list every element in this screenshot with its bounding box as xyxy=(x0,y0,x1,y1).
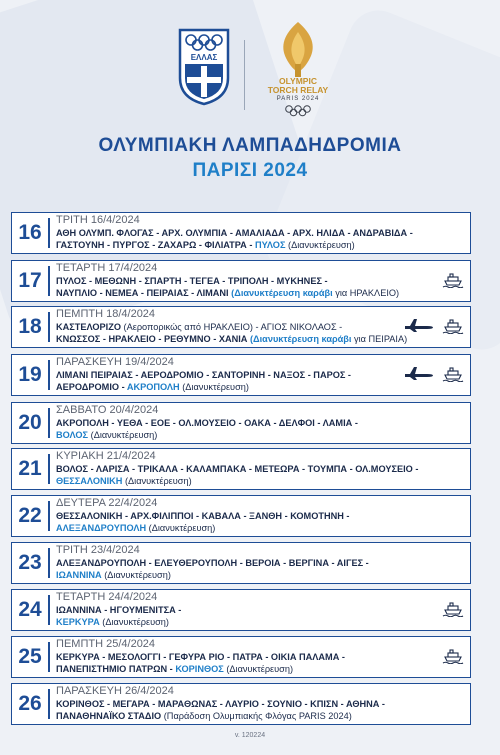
olympic-rings-icon xyxy=(283,105,313,117)
header-logos xyxy=(0,20,500,110)
day-date: ΤΕΤΑΡΤΗ 17/4/2024 xyxy=(56,262,158,274)
day-number-divider xyxy=(48,218,50,248)
route-note: (Διανυκτέρευση) xyxy=(146,523,216,533)
route-text: ΝΑΥΠΛΙΟ - ΝΕΜΕΑ - ΠΕΙΡΑΙΑΣ - ΛΙΜΑΝΙ xyxy=(56,288,232,298)
day-number: 16 xyxy=(18,221,42,244)
route-text: ΘΕΣΣΑΛΟΝΙΚΗ - ΑΡΧ.ΦΙΛΙΠΠΟΙ - ΚΑΒΑΛΑ - ΞΑΝΘΗ - ΚΟΜΟΤΗΝΗ - xyxy=(56,511,350,521)
route-text: ΚΝΩΣΣΟΣ - ΗΡΑΚΛΕΙΟ - ΡΕΘΥΜΝΟ - ΧΑΝΙΑ xyxy=(56,334,250,344)
route-text: ΑΘΗ ΟΛΥΜΠ. ΦΛΟΓΑΣ - ΑΡΧ. ΟΛΥΜΠΙΑ - ΑΜΑΛΙΑΔΑ - ΑΡΧ. ΗΛΙΔΑ - ΑΝΔΡΑΒΙΔΑ - xyxy=(56,228,413,238)
day-number-divider xyxy=(48,454,50,484)
route-line-1 xyxy=(56,228,413,238)
route-note: (Διανυκτέρευση) xyxy=(99,617,169,627)
day-number-divider xyxy=(48,548,50,578)
route-highlight: ΚΟΡΙΝΘΟΣ xyxy=(175,664,224,674)
day-date: ΤΡΙΤΗ 16/4/2024 xyxy=(56,214,140,226)
route-note: για ΗΡΑΚΛΕΙΟ) xyxy=(332,288,400,298)
route-text: ΚΟΡΙΝΘΟΣ - ΜΕΓΑΡΑ - ΜΑΡΑΘΩΝΑΣ - ΛΑΥΡΙΟ - ΣΟΥΝΙΟ - ΚΠΙΣΝ - ΑΘΗΝΑ - xyxy=(56,699,385,709)
day-card xyxy=(11,683,471,725)
route-text: ΑΛΕΞΑΝΔΡΟΥΠΟΛΗ - ΕΛΕΥΘΕΡΟΥΠΟΛΗ - ΒΕΡΟΙΑ - ΒΕΡΓΙΝΑ - ΑΙΓΕΣ - xyxy=(56,558,369,568)
route-highlight: ΑΛΕΞΑΝΔΡΟΥΠΟΛΗ xyxy=(56,523,147,533)
route-highlight: ΘΕΣΣΑΛΟΝΙΚΗ xyxy=(56,476,123,486)
route-note: (Παράδοση Ολυμπιακής Φλόγας PARIS 2024) xyxy=(163,711,352,721)
route-note: για ΠΕΙΡΑΙΑ) xyxy=(351,334,408,344)
route-line-2 xyxy=(56,476,192,486)
route-note: (Διανυκτέρευση) xyxy=(101,570,171,580)
day-number-divider xyxy=(48,642,50,672)
route-note: (Διανυκτέρευση) xyxy=(223,664,294,674)
route-highlight: ΑΚΡΟΠΟΛΗ xyxy=(126,382,180,392)
day-number: 26 xyxy=(18,692,42,715)
route-highlight: ΒΟΛΟΣ xyxy=(56,430,89,440)
route-line-2 xyxy=(56,240,355,250)
route-line-1 xyxy=(56,322,342,332)
plane-icon xyxy=(404,367,434,386)
day-number: 22 xyxy=(18,504,42,527)
route-text: ΚΑΣΤΕΛΟΡΙΖΟ xyxy=(56,322,121,332)
day-number: 17 xyxy=(18,269,42,292)
route-line-2 xyxy=(56,288,399,298)
route-note: (Διανυκτέρευση) xyxy=(179,382,249,392)
torch-flame-icon xyxy=(258,20,338,78)
day-number: 18 xyxy=(18,315,42,338)
day-date: ΤΕΤΑΡΤΗ 24/4/2024 xyxy=(56,591,158,603)
route-line-2 xyxy=(56,382,249,392)
route-line-1 xyxy=(56,370,351,380)
ship-icon xyxy=(442,648,464,669)
route-highlight: (Διανυκτέρευση καράβι xyxy=(249,334,352,344)
day-card xyxy=(11,212,471,254)
day-date: ΣΑΒΒΑΤΟ 20/4/2024 xyxy=(56,404,159,416)
route-note: (Αεροπορικώς από ΗΡΑΚΛΕΙΟ) - ΑΓΙΟΣ ΝΙΚΟΛΑΟΣ - xyxy=(121,322,343,332)
torch-line1: OLYMPIC xyxy=(279,76,317,86)
route-line-2 xyxy=(56,570,171,580)
day-date: ΠΑΡΑΣΚΕΥΗ 26/4/2024 xyxy=(56,685,174,697)
logo-divider xyxy=(244,40,245,110)
day-number: 25 xyxy=(18,645,42,668)
day-card xyxy=(11,402,471,444)
day-number-divider xyxy=(48,312,50,342)
route-line-1 xyxy=(56,605,181,615)
route-line-1 xyxy=(56,652,345,662)
page-subtitle: ΠΑΡΙΣΙ 2024 xyxy=(192,160,308,181)
ship-icon xyxy=(442,601,464,622)
route-text: ΚΕΡΚΥΡΑ - ΜΕΣΟΛΟΓΓΙ - ΓΕΦΥΡΑ ΡΙΟ - ΠΑΤΡΑ - ΟΙΚΙΑ ΠΑΛΑΜΑ - xyxy=(56,652,345,662)
route-text: ΓΑΣΤΟΥΝΗ - ΠΥΡΓΟΣ - ΖΑΧΑΡΩ - ΦΙΛΙΑΤΡΑ - xyxy=(56,240,255,250)
route-note: (Διανυκτέρευση) xyxy=(88,430,158,440)
transport-icons xyxy=(442,598,464,624)
ship-icon xyxy=(442,272,464,293)
transport-icons xyxy=(442,269,464,295)
day-card xyxy=(11,354,471,396)
route-line-2 xyxy=(56,523,215,533)
route-highlight: ΠΥΛΟΣ xyxy=(254,240,286,250)
day-number: 20 xyxy=(18,411,42,434)
route-line-2 xyxy=(56,664,293,674)
route-highlight: ΚΕΡΚΥΡΑ xyxy=(56,617,100,627)
day-number: 24 xyxy=(18,598,42,621)
route-note: (Διανυκτέρευση) xyxy=(285,240,355,250)
route-text: ΑΕΡΟΔΡΟΜΙΟ - xyxy=(56,382,127,392)
day-number: 19 xyxy=(18,363,42,386)
day-date: ΠΕΜΠΤΗ 18/4/2024 xyxy=(56,308,156,320)
day-number-divider xyxy=(48,595,50,625)
route-line-1 xyxy=(56,418,358,428)
day-number: 21 xyxy=(18,457,42,480)
route-text: ΠΥΛΟΣ - ΜΕΘΩΝΗ - ΣΠΑΡΤΗ - ΤΕΓΕΑ - ΤΡΙΠΟΛΗ - ΜΥΚΗΝΕΣ - xyxy=(56,276,328,286)
day-number-divider xyxy=(48,408,50,438)
route-text: ΑΚΡΟΠΟΛΗ - ΥΕΘΑ - ΕΟΕ - ΟΛ.ΜΟΥΣΕΙΟ - ΟΑΚΑ - ΔΕΛΦΟΙ - ΛΑΜΙΑ - xyxy=(56,418,358,428)
transport-icons xyxy=(404,315,464,341)
day-date: ΠΑΡΑΣΚΕΥΗ 19/4/2024 xyxy=(56,356,174,368)
day-date: ΔΕΥΤΕΡΑ 22/4/2024 xyxy=(56,497,158,509)
day-card xyxy=(11,542,471,584)
route-text: ΠΑΝΕΠΙΣΤΗΜΙΟ ΠΑΤΡΩΝ - xyxy=(56,664,176,674)
route-line-1 xyxy=(56,276,328,286)
day-card xyxy=(11,260,471,302)
day-card xyxy=(11,495,471,537)
ship-icon xyxy=(442,318,464,339)
route-highlight: (Διανυκτέρευση καράβι xyxy=(231,288,333,298)
route-line-1 xyxy=(56,511,349,521)
route-text: ΛΙΜΑΝΙ ΠΕΙΡΑΙΑΣ - ΑΕΡΟΔΡΟΜΙΟ - ΣΑΝΤΟΡΙΝΗ - ΝΑΞΟΣ - ΠΑΡΟΣ - xyxy=(56,370,351,380)
day-date: ΤΡΙΤΗ 23/4/2024 xyxy=(56,544,140,556)
day-number: 23 xyxy=(18,551,42,574)
route-highlight: ΙΩΑΝΝΙΝΑ xyxy=(56,570,102,580)
plane-icon xyxy=(404,319,434,338)
route-text: ΠΑΝΑΘΗΝΑΪΚΟ ΣΤΑΔΙΟ xyxy=(56,711,164,721)
route-line-2 xyxy=(56,617,169,627)
day-card xyxy=(11,636,471,678)
route-line-1 xyxy=(56,558,369,568)
route-line-1 xyxy=(56,464,418,474)
route-text: ΙΩΑΝΝΙΝΑ - ΗΓΟΥΜΕΝΙΤΣΑ - xyxy=(56,605,182,615)
day-card xyxy=(11,306,471,348)
transport-icons xyxy=(404,363,464,389)
torch-line3: PARIS 2024 xyxy=(276,96,320,102)
day-card xyxy=(11,448,471,490)
day-card xyxy=(11,589,471,631)
route-line-2 xyxy=(56,430,157,440)
page-title: ΟΛΥΜΠΙΑΚΗ ΛΑΜΠΑΔΗΔΡΟΜΙΑ xyxy=(98,135,402,156)
day-number-divider xyxy=(48,689,50,719)
route-line-2 xyxy=(56,711,352,721)
torch-line2: TORCH RELAY xyxy=(267,85,329,95)
hellas-shield-logo xyxy=(178,26,230,106)
ship-icon xyxy=(442,366,464,387)
version-label: v. 120224 xyxy=(234,732,266,739)
route-line-2 xyxy=(56,334,407,344)
route-note: (Διανυκτέρευση) xyxy=(122,476,192,486)
olympic-torch-relay-logo xyxy=(258,20,338,120)
route-line-1 xyxy=(56,699,385,709)
transport-icons xyxy=(442,645,464,671)
day-number-divider xyxy=(48,501,50,531)
day-number-divider xyxy=(48,266,50,296)
day-number-divider xyxy=(48,360,50,390)
day-date: ΚΥΡΙΑΚΗ 21/4/2024 xyxy=(56,450,156,462)
shield-text: ΕΛΛΑΣ xyxy=(190,53,218,62)
route-text: ΒΟΛΟΣ - ΛΑΡΙΣΑ - ΤΡΙΚΑΛΑ - ΚΑΛΑΜΠΑΚΑ - ΜΕΤΕΩΡΑ - ΤΟΥΜΠΑ - ΟΛ.ΜΟΥΣΕΙΟ - xyxy=(56,464,419,474)
day-date: ΠΕΜΠΤΗ 25/4/2024 xyxy=(56,638,156,650)
